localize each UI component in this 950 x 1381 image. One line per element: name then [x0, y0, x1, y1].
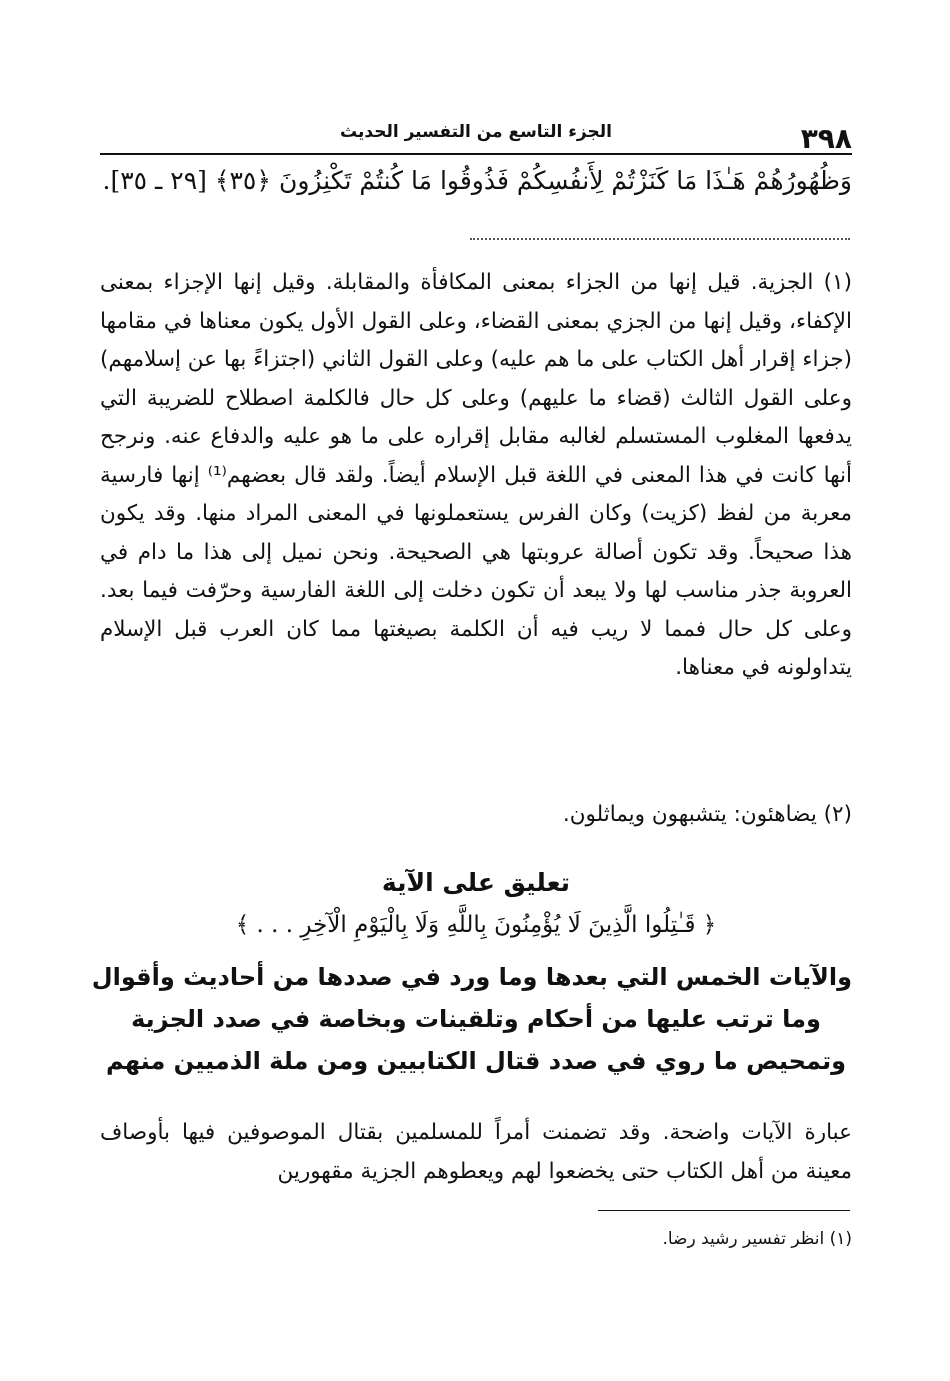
running-title: الجزء التاسع من التفسير الحديث	[340, 122, 612, 142]
section-heading-line: والآيات الخمس التي بعدها وما ورد في صددها من أحاديث وأقوال	[91, 963, 852, 991]
footnote: (١) انظر تفسير رشيد رضا.	[662, 1229, 852, 1249]
page-header	[100, 118, 852, 155]
header-rule	[100, 153, 852, 155]
section-heading-line: وما ترتب عليها من أحكام وتلقينات وبخاصة في صدد الجزية	[131, 1005, 821, 1033]
explanatory-note-1	[100, 264, 852, 688]
section-heading-line: وتمحيص ما روي في صدد قتال الكتابيين ومن ملة الذميين منهم	[106, 1047, 846, 1075]
quran-verse-continuation: وَظُهُورُهُمْ هَـٰذَا مَا كَنَزْتُمْ لِأَنفُسِكُمْ فَذُوقُوا مَا كُنتُمْ تَكْنِزُونَ ﴿٣٥﴾ [٢٩ ـ ٣٥].	[102, 166, 852, 195]
section-heading	[91, 956, 852, 1082]
page-number: ٣٩٨	[800, 122, 852, 155]
note-2-text: (٢) يضاهئون: يتشبهون ويماثلون.	[562, 802, 852, 827]
section-verse: ﴿ قَـٰتِلُوا الَّذِينَ لَا يُؤْمِنُونَ بِاللَّهِ وَلَا بِالْيَوْمِ الْآخِرِ . . . ﴾	[235, 912, 717, 938]
section-title: تعليق على الآية	[381, 868, 571, 897]
footnote-rule	[598, 1210, 850, 1211]
body-text: عبارة الآيات واضحة. وقد تضمنت أمراً للمسلمين بقتال الموصوفين فيها بأوصاف معينة من أهل الكتاب حتى يخضعوا لهم ويعطوهم الجزية مقهورين	[100, 1120, 852, 1184]
body-paragraph	[100, 1114, 852, 1191]
dotted-separator	[470, 238, 850, 240]
note-1-text: (١) الجزية. قيل إنها من الجزاء بمعنى المكافأة والمقابلة. وقيل إنها الإجزاء بمعنى الإكفاء، وقيل إنها من الجزي بمعنى القضاء، وعلى القول الأول يكون معناها في مقامها (جزاء إقرار أهل الكتاب على ما هم عليه) وعلى القول الثاني (اجتزاءً بها عن إسلامهم) وعلى القول الثالث (قضاء ما عليهم) وعلى كل حال فالكلمة اصطلاح للضريبة التي يدفعها المغلوب المستسلم لغالبه مقابل إقراره على ما هو عليه والدفاع عنه. ونرجح أنها كانت في هذا المعنى في اللغة قبل الإسلام أيضاً. ولقد قال بعضهم⁽¹⁾ إنها فارسية معربة من لفظ (كزيت) وكان الفرس يستعملونها في المعنى المراد منها. وقد يكون هذا صحيحاً. وقد تكون أصالة عروبتها هي الصحيحة. ونحن نميل إلى هذا ما دام في العروبة جذر مناسب لها ولا يبعد أن تكون دخلت إلى اللغة الفارسية وحرّفت فيما بعد. وعلى كل حال فمما لا ريب فيه أن الكلمة بصيغتها مما كان العرب قبل الإسلام يتداولونه في معناها.	[100, 270, 853, 680]
explanatory-note-2	[100, 796, 852, 835]
